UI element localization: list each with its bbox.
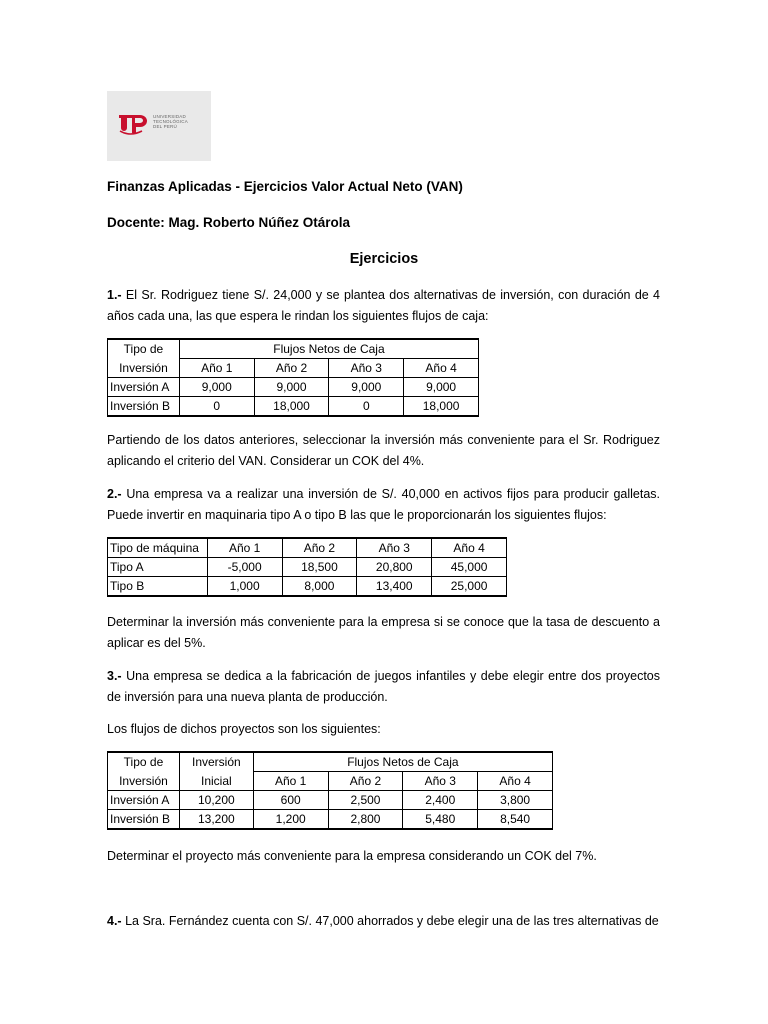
utp-logo-icon xyxy=(117,111,151,137)
exercise-2-table xyxy=(107,537,507,597)
exercise-number: 1.- xyxy=(107,288,122,302)
row-label: Inversión A xyxy=(108,791,180,810)
header-cell: Inversión xyxy=(179,752,253,772)
header-cell: Flujos Netos de Caja xyxy=(253,752,552,772)
header-cell: Inicial xyxy=(179,772,253,791)
exercise-1-table xyxy=(107,338,479,417)
logo-line: DEL PERÚ xyxy=(153,124,177,129)
table-cell: 1,200 xyxy=(253,810,328,830)
table-cell: 2,800 xyxy=(328,810,403,830)
year-header: Año 2 xyxy=(254,359,329,378)
year-header: Año 4 xyxy=(432,538,507,558)
exercise-number: 2.- xyxy=(107,487,122,501)
table-cell: 10,200 xyxy=(179,791,253,810)
exercise-3-text xyxy=(107,666,660,708)
table-cell: 25,000 xyxy=(432,577,507,597)
table-cell: 9,000 xyxy=(329,378,404,397)
header-cell: Flujos Netos de Caja xyxy=(179,339,478,359)
table-cell: 1,000 xyxy=(207,577,282,597)
table-cell: 600 xyxy=(253,791,328,810)
table-row xyxy=(108,810,553,830)
table-cell: 9,000 xyxy=(254,378,329,397)
exercise-body: La Sra. Fernández cuenta con S/. 47,000 ahorrados y debe elegir una de las tres alternativas de xyxy=(121,914,659,928)
row-label: Inversión B xyxy=(108,810,180,830)
table-cell: 20,800 xyxy=(357,558,432,577)
year-header: Año 3 xyxy=(357,538,432,558)
exercise-1-question: Partiendo de los datos anteriores, seleccionar la inversión más conveniente para el Sr. Rodriguez aplicando el criterio del VAN. Considerar un COK del 4%. xyxy=(107,433,660,468)
year-header: Año 2 xyxy=(328,772,403,791)
year-header: Año 3 xyxy=(403,772,478,791)
table-cell: 9,000 xyxy=(179,378,254,397)
table-cell: 3,800 xyxy=(478,791,553,810)
row-label: Tipo A xyxy=(108,558,208,577)
exercise-3-question: Determinar el proyecto más conveniente para la empresa considerando un COK del 7%. xyxy=(107,849,597,863)
exercise-body: Una empresa va a realizar una inversión de S/. 40,000 en activos fijos para producir galletas. Puede invertir en maquinaria tipo A o tipo B las que le proporcionarán los siguientes flujos: xyxy=(107,487,660,522)
table-row xyxy=(108,577,507,597)
table-row xyxy=(108,397,479,417)
table-cell: 2,500 xyxy=(328,791,403,810)
exercise-body: Una empresa se dedica a la fabricación de juegos infantiles y debe elegir entre dos proyectos de inversión para una nueva planta de producción. xyxy=(107,669,660,704)
exercise-2-question: Determinar la inversión más conveniente para la empresa si se conoce que la tasa de descuento a aplicar es del 5%. xyxy=(107,615,660,650)
year-header: Año 4 xyxy=(404,359,479,378)
header-cell: Tipo de máquina xyxy=(108,538,208,558)
table-cell: 8,540 xyxy=(478,810,553,830)
table-cell: -5,000 xyxy=(207,558,282,577)
table-cell: 0 xyxy=(179,397,254,417)
exercise-3-intro: Los flujos de dichos proyectos son los siguientes: xyxy=(107,722,381,736)
logo-line: UNIVERSIDAD xyxy=(153,114,186,119)
exercise-4-text xyxy=(107,911,660,932)
table-row xyxy=(108,378,479,397)
table-row xyxy=(108,791,553,810)
document-title: Finanzas Aplicadas - Ejercicios Valor Actual Neto (VAN) xyxy=(107,179,463,194)
header-cell: Inversión xyxy=(108,772,180,791)
row-label: Inversión A xyxy=(108,378,180,397)
header-cell: Tipo de xyxy=(108,752,180,772)
row-label: Tipo B xyxy=(108,577,208,597)
table-row xyxy=(108,558,507,577)
university-logo xyxy=(107,91,211,161)
table-cell: 9,000 xyxy=(404,378,479,397)
exercise-1-text xyxy=(107,285,660,327)
table-cell: 5,480 xyxy=(403,810,478,830)
year-header: Año 4 xyxy=(478,772,553,791)
docente-line: Docente: Mag. Roberto Núñez Otárola xyxy=(107,215,351,230)
exercise-3-table xyxy=(107,751,553,830)
exercise-number: 4.- xyxy=(107,914,122,928)
table-cell: 0 xyxy=(329,397,404,417)
table-cell: 45,000 xyxy=(432,558,507,577)
table-cell: 13,200 xyxy=(179,810,253,830)
year-header: Año 1 xyxy=(253,772,328,791)
table-cell: 18,000 xyxy=(404,397,479,417)
year-header: Año 1 xyxy=(207,538,282,558)
logo-line: TECNOLÓGICA xyxy=(153,119,188,124)
exercise-2-text xyxy=(107,484,660,526)
year-header: Año 2 xyxy=(282,538,357,558)
table-cell: 18,000 xyxy=(254,397,329,417)
year-header: Año 1 xyxy=(179,359,254,378)
header-cell: Tipo de xyxy=(108,339,180,359)
year-header: Año 3 xyxy=(329,359,404,378)
row-label: Inversión B xyxy=(108,397,180,417)
table-cell: 8,000 xyxy=(282,577,357,597)
header-cell: Inversión xyxy=(108,359,180,378)
exercise-body: El Sr. Rodriguez tiene S/. 24,000 y se plantea dos alternativas de inversión, con duración de 4 años cada una, las que espera le rindan los siguientes flujos de caja: xyxy=(107,288,660,323)
section-heading: Ejercicios xyxy=(349,251,419,267)
table-cell: 13,400 xyxy=(357,577,432,597)
table-cell: 2,400 xyxy=(403,791,478,810)
exercise-number: 3.- xyxy=(107,669,122,683)
table-cell: 18,500 xyxy=(282,558,357,577)
